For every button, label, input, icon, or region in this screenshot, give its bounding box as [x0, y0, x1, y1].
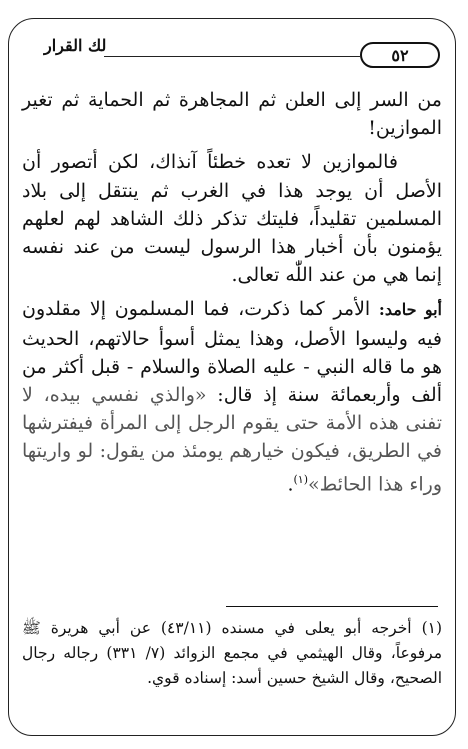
paragraph-1: من السر إلى العلن ثم المجاهرة ثم الحماية ثم تغير الموازين!	[22, 89, 442, 140]
paragraph-3-end: .	[287, 472, 294, 495]
footnote-divider	[226, 606, 438, 607]
header-divider	[104, 56, 360, 57]
speaker-name: أبو حامد:	[378, 300, 442, 320]
page-number: ٥٢	[360, 42, 440, 68]
footnote	[22, 616, 442, 691]
paragraph-3	[22, 295, 442, 498]
paragraph-2: فالموازين لا تعده خطئاً آنذاك، لكن أتصور أن الأصل أن يوجد هذا في الغرب ثم ينتقل إلى بلاد المسلمين تقليداً، فليتك تذكر ذلك الشاهد لهم لعلهم يؤمنون بأن أخبار هذا الرسول ليست من عند نفسه إنما هي من عند اللّٰه تعالى.	[22, 151, 442, 287]
hadith-quote: «والذي نفسي بيده، لا تفنى هذه الأمة حتى يقوم الرجل إلى المرأة فيفترشها في الطريق، فيكون خيارهم يومئذ من يقول: لو واريتها وراء هذا الحائط»	[22, 384, 442, 495]
paragraph-3-text: الأمر كما ذكرت، فما المسلمون إلا مقلدون فيه وليسوا الأصل، وهذا يمثل أسوأ حالاتهم، الحديث هو ما قاله النبي - عليه الصلاة والسلام - قبل أكثر من ألف وأربعمائة سنة إذ قال:	[22, 298, 442, 407]
book-title: لك القرار	[44, 36, 107, 55]
main-text	[22, 86, 442, 498]
footnote-text: (١) أخرجه أبو يعلى في مسنده (٤٣/١١) عن أبي هريرة ﷺ مرفوعاً، وقال الهيثمي في مجمع الزوائد (٧/ ٣٣١) رجاله رجال الصحيح، وقال الشيخ حسين أسد: إسناده قوي.	[22, 619, 443, 687]
footnote-reference: (١)	[293, 472, 309, 486]
